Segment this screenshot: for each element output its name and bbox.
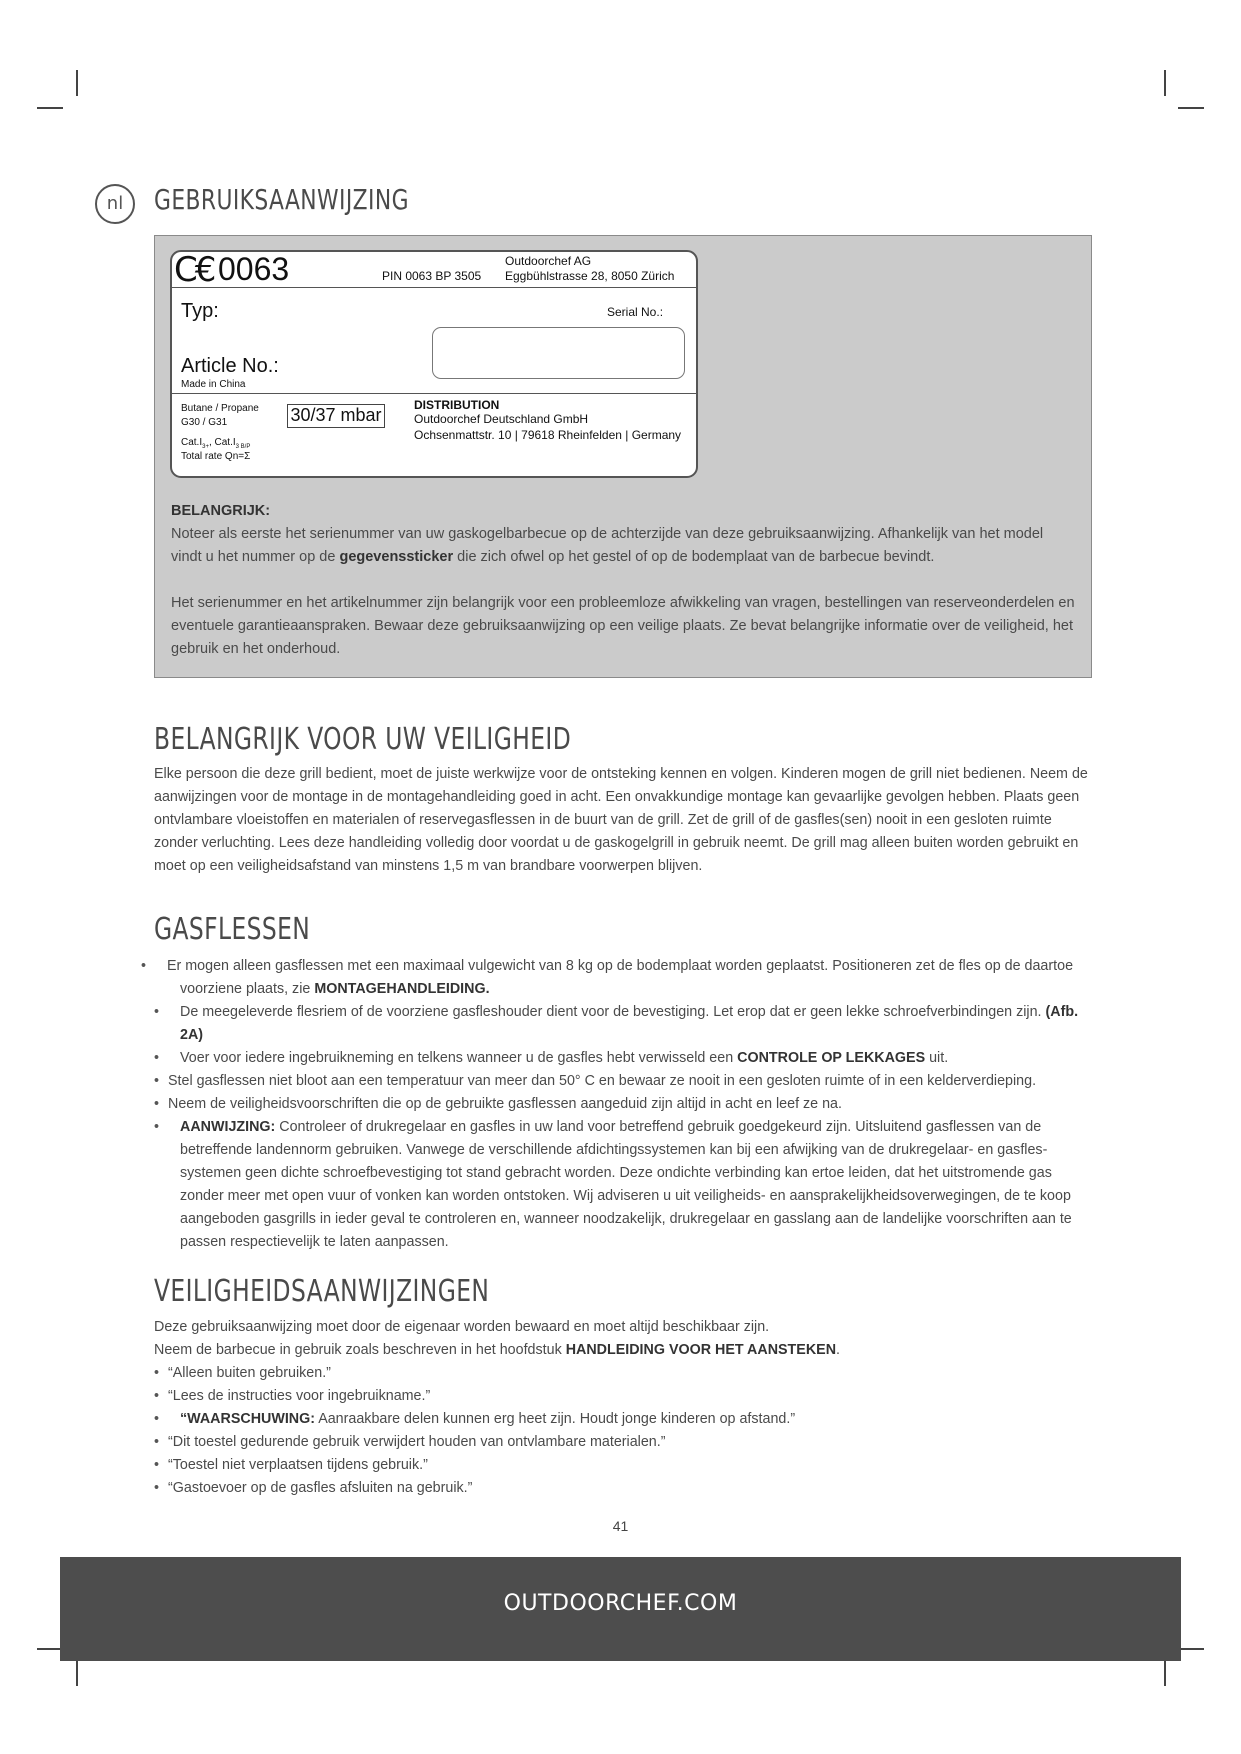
safety-text: Elke persoon die deze grill bedient, moet de juiste werkwijze voor de ontsteking kennen en volgen. Kinderen mogen de grill niet bedienen. Neem de aanwijzingen voor de montage in de montagehandleiding goed in acht. Een onvakkundige montage kan gevaarlijke gevolgen hebben. Plaats geen ontvlambare vloeistoffen en materialen of reservegasflessen in de buurt van de grill. Zet de grill of de gasfles(sen) nooit in een gesloten ruimte zonder verluchting. Lees deze handleiding volledig door voordat u de gaskogelgrill in gebruik neemt. De grill mag alleen buiten worden gebruikt en moet op een veiligheidsafstand van minstens 1,5 m van brandbare voorwerpen blijven. (154, 766, 1088, 874)
note-paragraph: Het serienummer en het artikelnummer zijn belangrijk voor een probleemloze afwikkeling van vragen, bestellingen van reserveonderdelen en eventuele garantieaanspraken. Bewaar deze gebruiksaanwijzing op een veilige plaats. Ze bevat belangrijke informatie over de veiligheid, het gebruik en het onderhoud. (171, 595, 1075, 657)
company-address: Eggbühlstrasse 28, 8050 Zürich (505, 269, 675, 283)
language-badge: nl (95, 184, 135, 224)
crop-mark (1178, 1648, 1204, 1650)
plate-divider (172, 287, 696, 288)
ce-mark-icon: C€ (174, 250, 214, 290)
crop-mark (76, 1660, 78, 1686)
safety-heading: BELANGRIJK VOOR UW VEILIGHEID (154, 722, 572, 757)
note-paragraph: Noteer als eerste het serienummer van uw gaskogelbarbecue op de achterzijde van deze gebruiksaanwijzing. Afhankelijk van het model vindt u het nummer op de gegevenssticker die zich ofwel op het gestel of op de bodemplaat van de barbecue bevindt. (171, 526, 1044, 565)
crop-mark (37, 107, 63, 109)
list-item: • “Dit toestel gedurende gebruik verwijdert houden van ontvlambare materialen.” (154, 1431, 1089, 1454)
list-item: • De meegeleverde flesriem of de voorziene gasfleshouder dient voor de bevestiging. Let erop dat er geen lekke schroefverbindingen zijn. (Afb. 2A) (154, 1001, 1089, 1047)
list-item: • “Toestel niet verplaatsen tijdens gebruik.” (154, 1454, 1089, 1477)
safety-instructions-intro (154, 1316, 1089, 1362)
distribution-company: Outdoorchef Deutschland GmbH (414, 412, 589, 426)
list-item: • Neem de veiligheidsvoorschriften die op de gebruikte gasflessen aangeduid zijn altijd in acht en leef ze na. (154, 1093, 1089, 1116)
list-item: • “Alleen buiten gebruiken.” (154, 1362, 1089, 1385)
footer-bar (60, 1557, 1181, 1661)
category-label: $Cat.I_{3+}$, $Cat.I_{3 B/P}$ (181, 437, 251, 450)
article-label: Article No.: (181, 355, 279, 377)
safety-instructions-heading: VEILIGHEIDSAANWIJZINGEN (154, 1274, 490, 1309)
gasflessen-heading: GASFLESSEN (154, 912, 311, 947)
serial-number-field (432, 327, 685, 379)
list-item: • Voer voor iedere ingebruikneming en telkens wanneer u de gasfles hebt verwisseld een CONTROLE OP LEKKAGES uit. (154, 1047, 1089, 1070)
distribution-address: Ochsenmattstr. 10 | 79618 Rheinfelden | Germany (414, 428, 682, 442)
page-number: 41 (612, 1518, 629, 1534)
crop-mark (76, 70, 78, 96)
intro-line: Deze gebruiksaanwijzing moet door de eigenaar worden bewaard en moet altijd beschikbaar zijn. (154, 1319, 770, 1335)
made-in-label: Made in China (181, 379, 246, 390)
pin-number: PIN 0063 BP 3505 (382, 269, 482, 283)
list-item: • “Gastoevoer op de gasfles afsluiten na gebruik.” (154, 1477, 1089, 1500)
ce-number: 0063 (218, 251, 290, 287)
pressure-rating: 30/37 mbar (287, 404, 385, 428)
safety-paragraph (154, 763, 1089, 878)
important-note (171, 500, 1076, 661)
list-item: • “WAARSCHUWING: Aanraakbare delen kunnen erg heet zijn. Houdt jonge kinderen op afstand.” (154, 1408, 1089, 1431)
total-rate: Total rate Qn=Σ (181, 451, 251, 462)
distribution-title: DISTRIBUTION (414, 398, 500, 412)
list-item: • “Lees de instructies voor ingebruikname.” (154, 1385, 1089, 1408)
list-item: • Stel gasflessen niet bloot aan een temperatuur van meer dan 50° C en bewaar ze nooit in een gesloten ruimte of in een kelderverdieping. (154, 1070, 1089, 1093)
page-title: GEBRUIKSAANWIJZING (154, 183, 409, 216)
rating-plate (170, 250, 698, 478)
list-item: • Er mogen alleen gasflessen met een maximaal vulgewicht van 8 kg op de bodemplaat worden geplaatst. Positioneren zet de fles op de daartoe voorziene plaats, zie MONTAGEHANDLEIDING. (154, 955, 1089, 1001)
company-name: Outdoorchef AG (505, 254, 592, 268)
crop-mark (1164, 70, 1166, 96)
typ-label: Typ: (181, 300, 219, 322)
gas-codes: G30 / G31 (181, 417, 228, 428)
list-item: • AANWIJZING: Controleer of drukregelaar en gasfles in uw land voor betreffend gebruik goedgekeurd zijn. Uitsluitend gasflessen van de betreffende landennorm gebruiken. Vanwege de verschillende afdichtingssystemen kan bij een afwijking van de drukregelaar- en gasfles-systemen geen dichte schroefbevestiging tot stand gebracht worden. Deze ondichte verbinding kan ertoe leiden, dat het uitstromende gas zonder meer met open vuur of vonken kan worden ontstoken. Wij adviseren u uit veiligheids- en aansprakelijkheidsoverwegingen, de te koop aangeboden gasgrills in ieder geval te controleren en, wanneer noodzakelijk, drukregelaar en gasslang aan de landelijke voorschriften aan te passen respectievelijk te laten aanpassen. (154, 1116, 1089, 1254)
safety-instructions-list (154, 1362, 1089, 1500)
crop-mark (1178, 107, 1204, 109)
gasflessen-list (154, 955, 1089, 1254)
footer-url: OUTDOORCHEF.COM (503, 1591, 738, 1616)
serial-label: Serial No.: (607, 305, 664, 319)
intro-line: Neem de barbecue in gebruik zoals beschreven in het hoofdstuk HANDLEIDING VOOR HET AANSTEKEN. (154, 1342, 841, 1358)
plate-divider (172, 393, 696, 394)
gas-types: Butane / Propane (181, 403, 259, 414)
note-label: BELANGRIJK: (171, 503, 271, 519)
crop-mark (1164, 1660, 1166, 1686)
